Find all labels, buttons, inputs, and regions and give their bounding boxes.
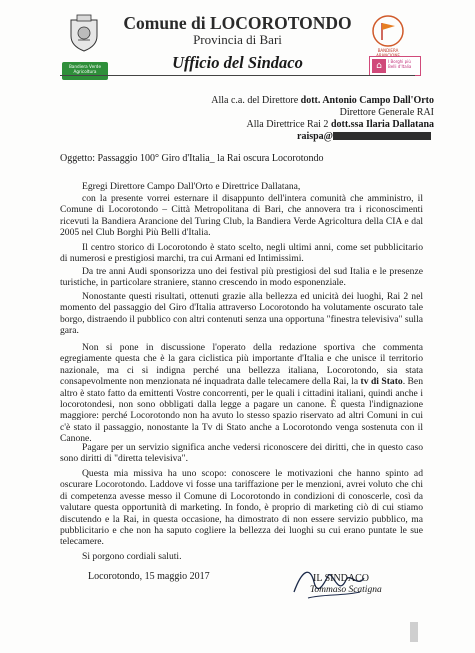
address-line-1-name: dott. Antonio Campo Dall'Orto	[300, 95, 434, 106]
paragraph-4: Nonostante questi risultati, ottenuti grazie alla bellezza ed unicità dei luoghi, Rai 2 nel momento del passaggio del Giro d'Italia attraverso Locorotondo ha volutamente oscurato tale borgo, distraendo il pubblico con altri contenuti senza una opportuna "finestra televisiva" sulla gara.	[60, 291, 423, 337]
signatory-name: Tommaso Scatigna	[310, 585, 382, 595]
address-line-4	[297, 131, 431, 143]
email-prefix: raispa@	[297, 131, 333, 142]
address-line-2: Direttore Generale RAI	[339, 107, 434, 118]
margin-stamp	[410, 622, 418, 642]
paragraph-1: con la presente vorrei esternare il disappunto dell'intera comunità che amministro, il Comune di Locorotondo – Città Metropolitana di Bari, che annovera tra i riconoscimenti ricevuti la Bandiera Arancione del Turing Club, la Bandiera Verde Agricoltura della CIA e dal 2005 nel Club Borghi Più Belli d'Italia.	[60, 193, 423, 239]
paragraph-6: Pagare per un servizio significa anche vedersi riconoscere dei diritti, che in questo caso sono diritti di "diretta televisiva".	[60, 442, 423, 465]
house-icon: ⌂	[372, 59, 386, 73]
subject-line: Oggetto: Passaggio 100° Giro d'Italia_ la Rai oscura Locorotondo	[60, 153, 324, 164]
paragraph-7: Questa mia missiva ha uno scopo: conoscere le motivazioni che hanno spinto ad oscurare Locorotondo. Laddove vi fosse una tariffazione per le menzioni, avrei voluto che chi di competenza avesse messo il Comune di Locorotondo in condizioni di conoscerle, così da valutare questa opportunità di marketing. In fondo, è proprio di marketing ciò di cui stiamo discutendo e la Rai, in questa occasione, ha dimostrato di non essere servizio pubblico, ma pubblicitario e che non ha saputo cogliere la bellezza dei luoghi su cui erano puntate le sue telecamere.	[60, 468, 423, 548]
address-line-1	[211, 95, 434, 107]
address-line-3-prefix: Alla Direttrice Rai 2	[246, 119, 329, 130]
paragraph-2: Il centro storico di Locorotondo è stato scelto, negli ultimi anni, come set pubblicitario di numerosi e prestigiosi marchi, tra cui Armani ed Intimissimi.	[60, 242, 423, 265]
address-line-3	[247, 119, 434, 131]
address-line-1-prefix: Alla c.a. del Direttore	[211, 95, 299, 106]
address-line-3-name: dott.ssa Ilaria Dallatana	[330, 119, 434, 130]
header-divider	[60, 75, 415, 76]
redacted-email	[333, 132, 431, 140]
greeting: Egregi Direttore Campo Dall'Orto e Direttrice Dallatana,	[82, 181, 301, 192]
paragraph-5: Non si pone in discussione l'operato della redazione sportiva che commenta egregiamente questa che è la gara ciclistica più importante d'Italia e che unisce il territorio nazionale, ma ci si indigna perché una bellezza italiana, Locorotondo, sia stata consapevolmente non menzionata né inquadrata dalle telecamere della Rai, la tv di Stato. Ben altro è stato fatto da emittenti Vostre concorrenti, per le quali i cittadini italiani, quindi anche i locorotondesi, non sono obbligati dalla legge a pagare un canone. È questa l'indignazione maggiore: perché Locorotondo non ha avuto lo stesso spazio riservato ad altri Comuni in cui c'è stato il passaggio, nonostante la Tv di Stato anche a Locorotondo venga sostenuta con il Canone.	[60, 342, 423, 445]
municipality-title: Comune di LOCOROTONDO	[123, 13, 352, 33]
province-subtitle: Provincia di Bari	[193, 32, 282, 47]
paragraph-3: Da tre anni Audi sponsorizza uno dei festival più prestigiosi del sud Italia e le presenze turistiche, in particolare straniere, stanno crescendo in modo esponenziale.	[60, 266, 423, 289]
signatory-role: IL SINDACO	[313, 573, 370, 584]
letter-date: Locorotondo, 15 maggio 2017	[88, 571, 210, 582]
tv-di-stato-bold: tv di Stato	[360, 376, 403, 388]
closing: Si porgono cordiali saluti.	[82, 551, 182, 562]
green-flag-badge: Bandiera Verde Agricoltura	[62, 62, 108, 80]
office-title: Ufficio del Sindaco	[172, 53, 303, 72]
orange-flag-label: BANDIERA	[377, 48, 399, 53]
borghi-badge-label: I Borghi più Belli d'Italia	[388, 59, 412, 69]
